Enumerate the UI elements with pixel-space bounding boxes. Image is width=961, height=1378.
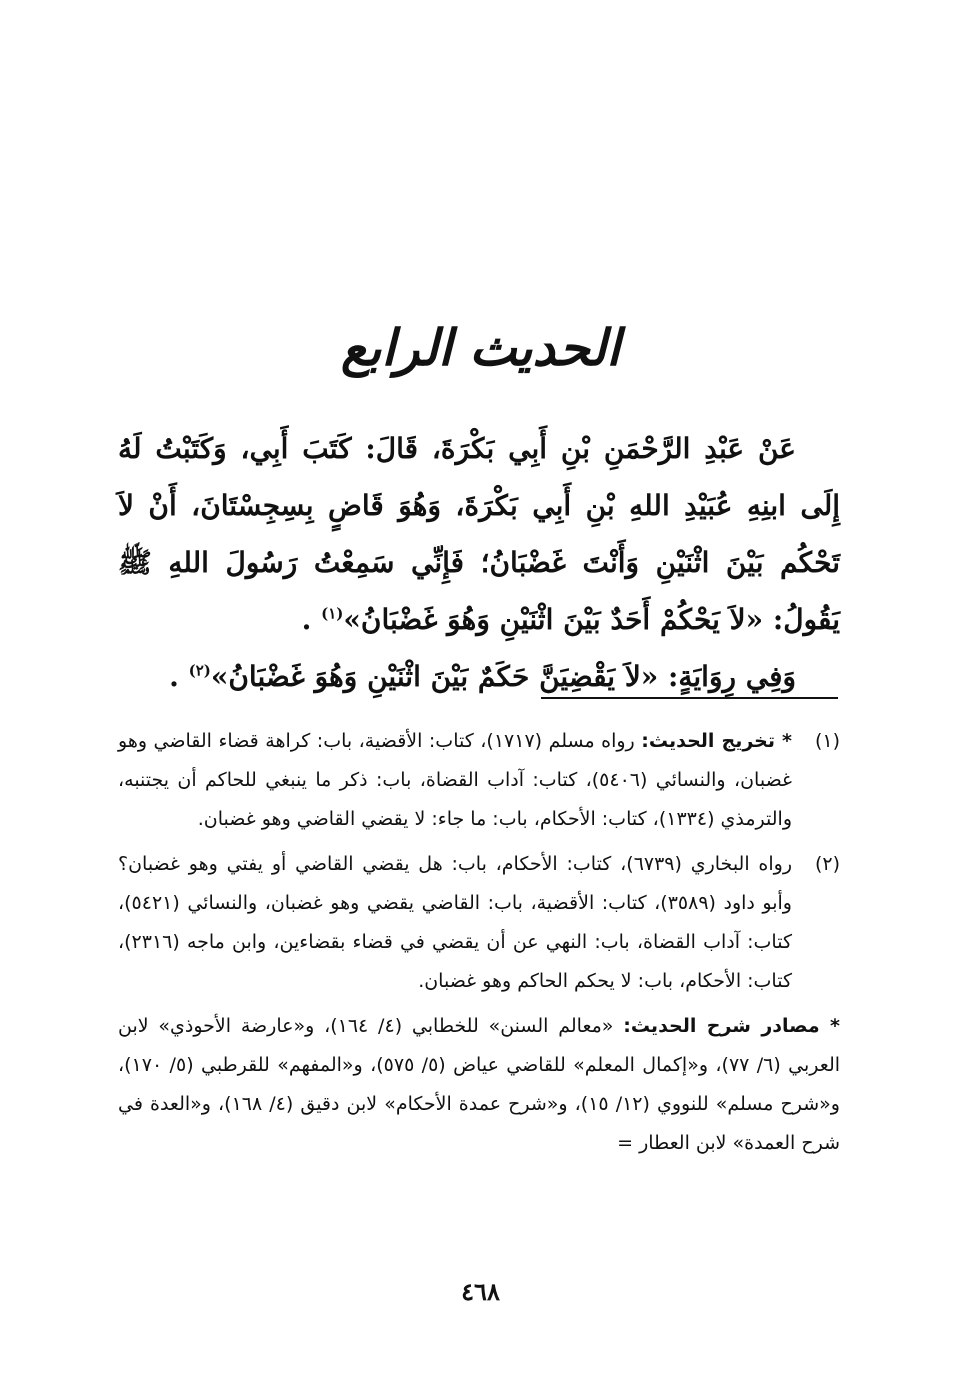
footnote-heading: * تخريج الحديث:	[641, 730, 792, 752]
footnote-1	[118, 722, 840, 839]
page-number: ٤٦٨	[461, 1277, 500, 1306]
sources-text: «معالم السنن» للخطابي (٤/ ١٦٤)، و«عارضة الأحوذي» لابن العربي (٦/ ٧٧)، و«إكمال المعلم» للقاضي عياض (٥/ ٥٧٥)، و«المفهم» للقرطبي (٥/ ١٧٠)، و«شرح مسلم» للنووي (١٢/ ١٥)، و«شرح عمدة الأحكام» لابن دقيق (٤/ ١٦٨)، و«العدة في شرح العمدة» لابن العطار =	[118, 1015, 841, 1154]
footnote-number: (١)	[814, 730, 840, 752]
footnote-text: رواه مسلم (١٧١٧)، كتاب: الأقضية، باب: كراهة قضاء القاضي وهو غضبان، والنسائي (٥٤٠٦)، كتاب: آداب القضاة، باب: ذكر ما ينبغي للحاكم أن يجتنبه، والترمذي (١٣٣٤)، كتاب: الأحكام، باب: ما جاء: لا يقضي القاضي وهو غضبان.	[118, 730, 792, 830]
footnote-ref-1: (١)	[321, 604, 344, 623]
commentary-sources	[118, 1007, 840, 1163]
hadith-narration-text: عَنْ عَبْدِ الرَّحْمَنِ بْنِ أَبِي بَكْرَةَ، قَالَ: كَتَبَ أَبِي، وَكَتَبْتُ لَهُ إِلَى ابنِهِ عُبَيْدِ اللهِ بْنِ أَبِي بَكْرَةَ، وَهُوَ قَاضٍ بِسِجِسْتَانَ، أَنْ لاَ تَحْكُم بَيْنَ اثْنَيْنِ وَأَنْتَ غَضْبَانُ؛ فَإِنِّي سَمِعْتُ رَسُولَ اللهِ ﷺ يَقُولُ: «لاَ يَحْكُمْ أَحَدٌ بَيْنَ اثْنَيْنِ وَهُوَ غَضْبَانُ»	[118, 432, 840, 636]
footnote-body	[118, 722, 792, 839]
hadith-narration	[118, 420, 840, 648]
footnote-ref-2: (٢)	[188, 661, 211, 680]
sources-heading: * مصادر شرح الحديث:	[623, 1015, 840, 1037]
footnote-body: رواه البخاري (٦٧٣٩)، كتاب: الأحكام، باب: هل يقضي القاضي أو يفتي وهو غضبان؟ وأبو داود (٣٥٨٩)، كتاب: الأقضية، باب: القاضي يقضي وهو غضبان، والنسائي (٥٤٢١)، كتاب: آداب القضاة، باب: النهي عن أن يقضي في قضاء بقضاءين، وابن ماجه (٢٣١٦)، كتاب: الأحكام، باب: لا يحكم الحاكم وهو غضبان.	[118, 853, 792, 992]
hadith-riwaya-text: وَفِي رِوَايَةٍ: «لاَ يَقْضِيَنَّ حَكَمٌ بَيْنَ اثْنَيْنِ وَهُوَ غَضْبَانُ»	[210, 660, 796, 693]
hadith-narration-end: .	[301, 603, 312, 636]
footnote-2	[118, 845, 840, 1001]
hadith-text-block	[118, 420, 840, 705]
footnotes	[118, 722, 840, 1163]
hadith-riwaya-end: .	[169, 660, 179, 693]
chapter-title: الحديث الرابع	[340, 318, 621, 377]
footnote-number: (٢)	[814, 853, 840, 875]
footnote-separator	[541, 697, 838, 699]
